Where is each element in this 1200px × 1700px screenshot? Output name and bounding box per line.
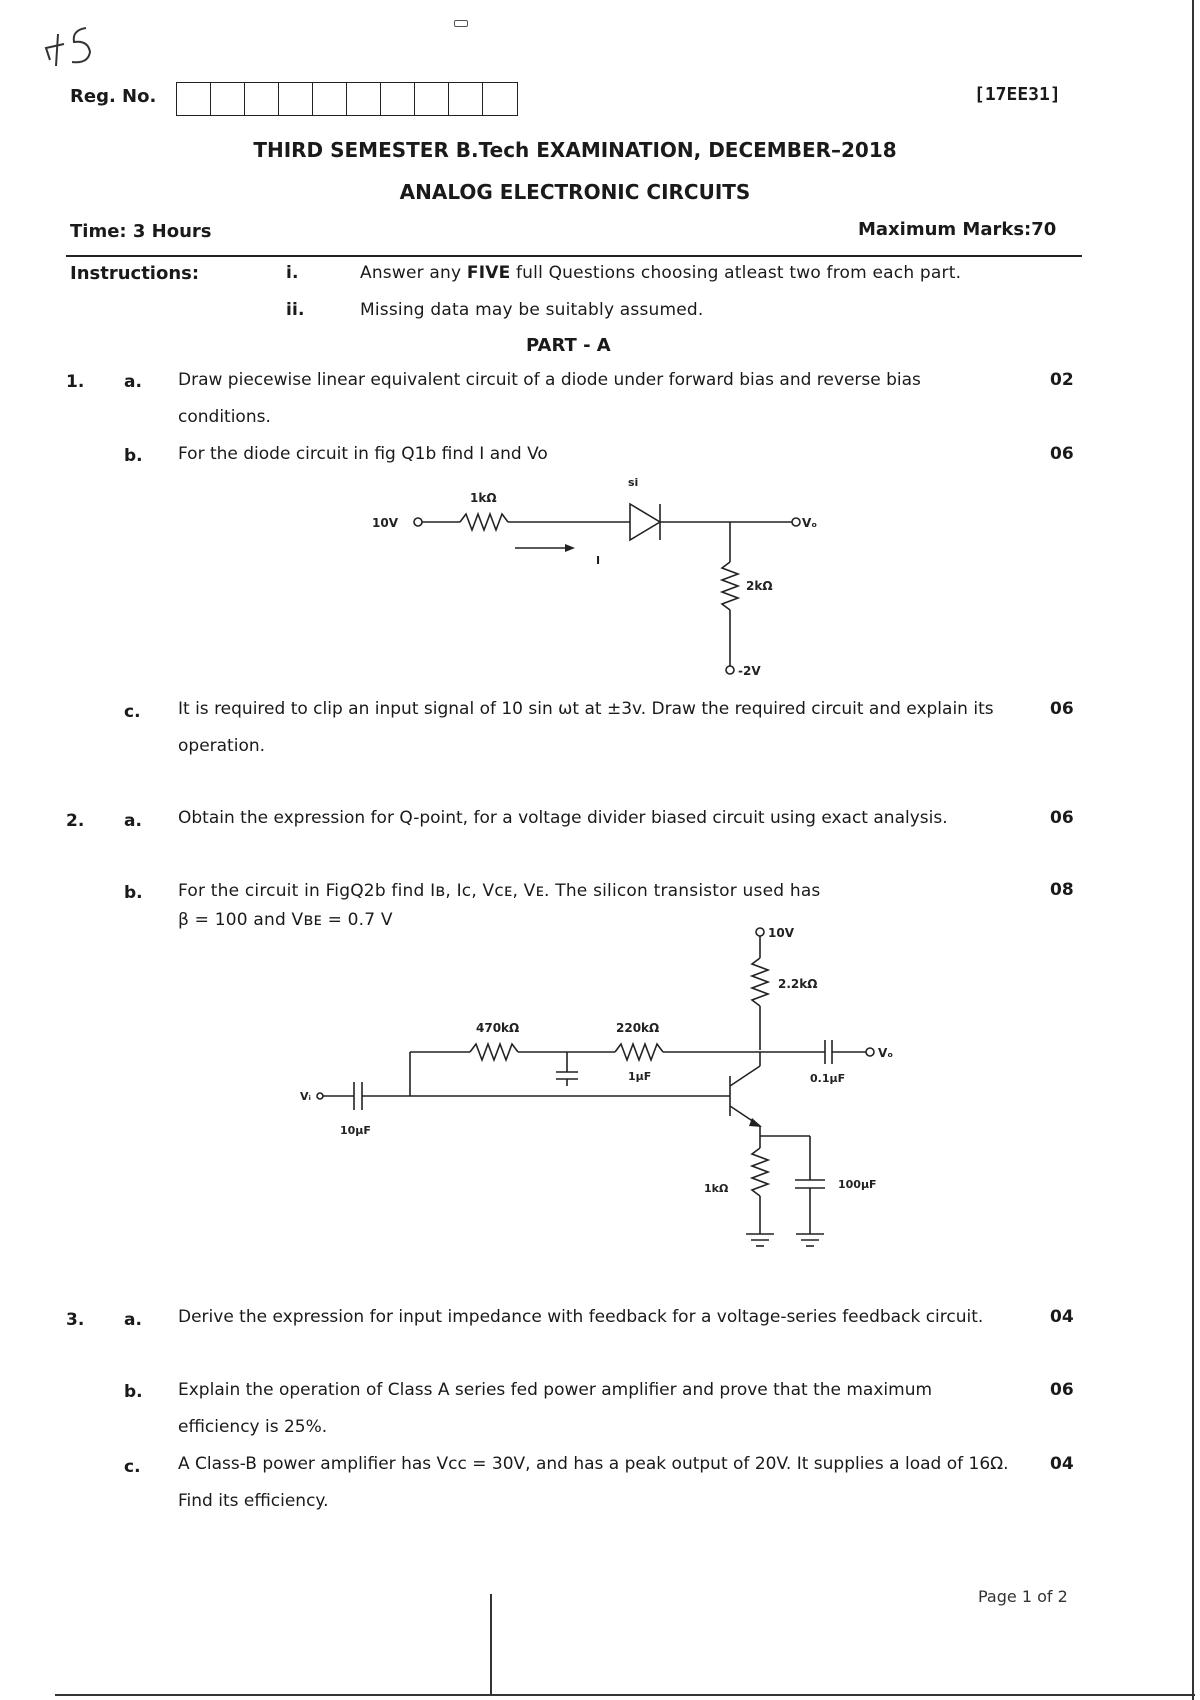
resistor-r1 [460, 514, 508, 530]
question-marks: 04 [1050, 1307, 1074, 1327]
label-c-in: 10μF [340, 1124, 371, 1137]
label-r2: 220kΩ [616, 1021, 660, 1035]
resistor-r1 [470, 1044, 518, 1060]
instruction-num: ii. [286, 300, 305, 320]
course-code: [17EE31] [974, 84, 1061, 105]
scan-edge [1192, 0, 1194, 1700]
subject-title: ANALOG ELECTRONIC CIRCUITS [399, 180, 751, 204]
page-bottom-border [55, 1694, 1195, 1696]
handwritten-mark [36, 18, 106, 78]
max-marks-label: Maximum Marks:70 [858, 219, 1057, 240]
subquestion-label: a. [124, 372, 142, 392]
reg-no-label: Reg. No. [70, 86, 157, 107]
label-diode: si [628, 476, 639, 489]
label-c-out: 0.1μF [810, 1072, 846, 1085]
header-rule [66, 255, 1082, 257]
question-marks: 06 [1050, 1380, 1074, 1400]
negative-supply-terminal [726, 666, 734, 674]
label-vout: Vₒ [878, 1046, 894, 1060]
scan-dot [454, 20, 468, 27]
label-r1: 470kΩ [476, 1021, 520, 1035]
question-text: For the diode circuit in fig Q1b find I and Vo [178, 444, 548, 464]
subquestion-label: b. [124, 446, 143, 466]
scan-mark [490, 1594, 492, 1694]
question-marks: 08 [1050, 880, 1074, 900]
subquestion-label: b. [124, 1382, 143, 1402]
question-number: 2. [66, 811, 85, 831]
page-number: Page 1 of 2 [978, 1587, 1068, 1606]
diode-symbol [630, 504, 660, 540]
time-label: Time: 3 Hours [70, 221, 212, 242]
question-marks: 02 [1050, 370, 1074, 390]
label-rc: 2.2kΩ [778, 977, 818, 991]
subquestion-label: c. [124, 1457, 141, 1477]
label-r2: 2kΩ [746, 579, 773, 593]
resistor-re [752, 1148, 768, 1196]
instruction-text: Answer any FIVE full Questions choosing atleast two from each part. [360, 263, 962, 283]
subquestion-label: a. [124, 1310, 142, 1330]
part-heading: PART - A [526, 335, 611, 356]
label-re: 1kΩ [704, 1182, 729, 1195]
question-text-line2: β = 100 and Vʙᴇ = 0.7 V [178, 910, 393, 930]
exam-title: THIRD SEMESTER B.Tech EXAMINATION, DECEMBER–2018 [253, 138, 897, 162]
instruction-text: Missing data may be suitably assumed. [360, 300, 704, 320]
label-ce: 100μF [838, 1178, 877, 1191]
question-text: It is required to clip an input signal of 10 sin ωt at ±3v. Draw the required circuit and explain its operation. [178, 699, 994, 756]
label-vcc: 10V [768, 926, 794, 940]
label-current: I [596, 554, 601, 567]
question-text: Draw piecewise linear equivalent circuit of a diode under forward bias and reverse bias conditions. [178, 370, 921, 427]
figure-q1b [360, 470, 840, 690]
reg-no-boxes[interactable] [176, 82, 518, 116]
question-text: A Class-B power amplifier has Vᴄᴄ = 30V, and has a peak output of 20V. It supplies a load of 16Ω. Find its efficiency. [178, 1454, 1009, 1511]
vcc-terminal [756, 928, 764, 936]
label-vneg: -2V [738, 664, 761, 678]
subquestion-label: a. [124, 811, 142, 831]
question-number: 1. [66, 372, 85, 392]
question-number: 3. [66, 1310, 85, 1330]
input-terminal [317, 1093, 323, 1099]
output-terminal [792, 518, 800, 526]
resistor-r2 [722, 562, 738, 610]
input-terminal [414, 518, 422, 526]
question-text: Explain the operation of Class A series fed power amplifier and prove that the maximum efficiency is 25%. [178, 1380, 933, 1437]
label-vin: Vᵢ [300, 1090, 311, 1103]
question-marks: 04 [1050, 1454, 1074, 1474]
subquestion-label: c. [124, 702, 141, 722]
question-text: Derive the expression for input impedance with feedback for a voltage-series feedback circuit. [178, 1307, 984, 1327]
label-r1: 1kΩ [470, 491, 497, 505]
label-c-mid: 1μF [628, 1070, 652, 1083]
question-marks: 06 [1050, 444, 1074, 464]
figure-q2b [290, 918, 930, 1258]
label-vout: Vₒ [802, 516, 818, 530]
question-text: Obtain the expression for Q-point, for a voltage divider biased circuit using exact analysis. [178, 808, 948, 828]
question-text: For the circuit in FigQ2b find Iʙ, Iᴄ, Vᴄᴇ, Vᴇ. The silicon transistor used has [178, 881, 821, 901]
question-marks: 06 [1050, 808, 1074, 828]
question-marks: 06 [1050, 699, 1074, 719]
resistor-r2 [615, 1044, 663, 1060]
instructions-label: Instructions: [70, 263, 200, 284]
output-terminal [866, 1048, 874, 1056]
instruction-num: i. [286, 263, 299, 283]
resistor-rc [752, 958, 768, 1006]
label-vin: 10V [372, 516, 398, 530]
subquestion-label: b. [124, 883, 143, 903]
